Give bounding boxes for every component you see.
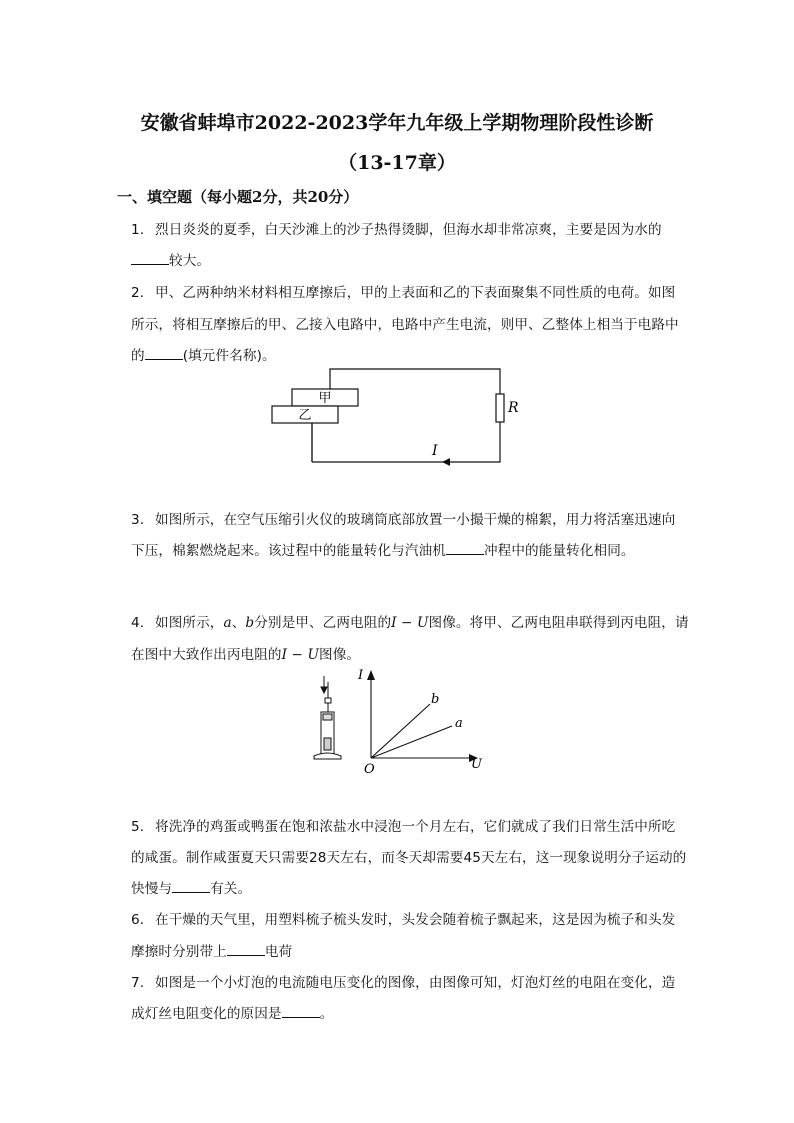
line-b-label: b	[431, 692, 440, 707]
q3-text-1: 如图所示，在空气压缩引火仪的玻璃筒底部放置一小撮干燥的棉絮，用力将活塞迅速向	[155, 512, 676, 528]
q7-answer-blank[interactable]	[282, 1005, 320, 1018]
y-axis-label: I	[358, 668, 364, 683]
q5-text-1: 将洗净的鸡蛋或鸭蛋在饱和浓盐水中浸泡一个月左右，它们就成了我们日常生活中所吃	[155, 819, 676, 835]
current-arrow	[442, 458, 450, 466]
q2-text-3a: 的	[131, 348, 145, 364]
q2-text-3b: (填元件名称)。	[182, 348, 276, 364]
q5-text-2: 的咸蛋。制作咸蛋夏天只需要28天左右，而冬天却需要45天左右，这一现象说明分子运动的	[131, 850, 687, 866]
q6-line1	[131, 908, 675, 928]
q6-answer-blank[interactable]	[227, 943, 265, 956]
circuit-diagram	[265, 362, 519, 468]
q2-number: 2.	[131, 285, 145, 301]
q1-number: 1.	[131, 222, 145, 238]
q4-iu-1: I − U	[391, 615, 429, 631]
q2-answer-blank[interactable]	[145, 347, 183, 360]
q7-text-1: 如图是一个小灯泡的电流随电压变化的图像，由图像可知，灯泡灯丝的电阻在变化，造	[155, 975, 676, 991]
q4-var-a: a	[223, 615, 232, 631]
q4-var-b: b	[245, 615, 255, 631]
line-b	[371, 704, 430, 758]
q5-text-3a: 快慢与	[131, 881, 173, 897]
q5-line1	[131, 815, 675, 835]
q6-number: 6.	[131, 912, 145, 928]
q5-answer-blank[interactable]	[172, 880, 210, 893]
q6-text-2b: 电荷	[264, 944, 293, 960]
q6-text-1: 在干燥的天气里，用塑料梳子梳头发时，头发会随着梳子飘起来，这是因为梳子和头发	[155, 912, 676, 928]
q5-line3	[131, 877, 251, 897]
q1-text-1: 烈日炎炎的夏季，白天沙滩上的沙子热得烫脚，但海水却非常凉爽，主要是因为水的	[155, 222, 662, 238]
q3-line1	[131, 508, 675, 528]
x-axis-label: U	[471, 757, 482, 772]
q3-text-2a: 下压，棉絮燃烧起来。该过程中的能量转化与汽油机	[131, 543, 446, 559]
q4-text-2b: 图像。	[319, 647, 361, 663]
q4-text-1c: 分别是甲、乙两电阻的	[254, 615, 392, 631]
q3-text-2b: 冲程中的能量转化相同。	[483, 543, 635, 559]
resistor-r	[496, 394, 504, 422]
origin-label: O	[364, 762, 375, 777]
q2-line1	[131, 281, 675, 301]
label-i: I	[432, 443, 438, 459]
q1-line1	[131, 218, 662, 238]
q5-text-3b: 有关。	[210, 881, 252, 897]
page-title: 安徽省蚌埠市2022-2023学年九年级上学期物理阶段性诊断	[140, 112, 654, 134]
q2-text-2: 所示，将相互摩擦后的甲、乙接入电路中，电路中产生电流，则甲、乙整体上相当于电路中	[131, 317, 679, 333]
q1-text-2: 较大。	[169, 253, 211, 269]
q4-text-2a: 在图中大致作出丙电阻的	[131, 647, 282, 663]
q7-text-2b: 。	[319, 1006, 334, 1022]
q4-iu-2: I − U	[281, 647, 319, 663]
q4-text-1b: 、	[231, 615, 246, 631]
q3-number: 3.	[131, 512, 145, 528]
label-r: R	[508, 400, 519, 416]
q4-number: 4.	[131, 615, 145, 631]
line-a	[371, 726, 452, 758]
page-subtitle: （13-17章）	[338, 152, 456, 174]
q6-line2	[131, 940, 292, 960]
q7-line1	[131, 971, 675, 991]
q3-line2	[131, 539, 635, 559]
q1-line2	[131, 249, 210, 269]
line-a-label: a	[455, 716, 463, 731]
circuit-wire-bottom	[312, 422, 500, 462]
q7-number: 7.	[131, 975, 145, 991]
q1-answer-blank[interactable]	[131, 252, 169, 265]
q2-text-1: 甲、乙两种纳米材料相互摩擦后，甲的上表面和乙的下表面聚集不同性质的电荷。如图	[155, 285, 676, 301]
iu-graph	[355, 664, 490, 776]
q2-line2	[131, 313, 679, 333]
q4-text-1d: 图像。将甲、乙两电阻串联得到丙电阻，请	[428, 615, 689, 631]
section-heading: 一、填空题（每小题2分，共20分）	[117, 188, 359, 206]
label-yi: 乙	[298, 408, 312, 423]
q7-line2	[131, 1002, 333, 1022]
q5-line2	[131, 846, 686, 866]
q4-line1	[131, 611, 689, 631]
q5-number: 5.	[131, 819, 145, 835]
q4-text-1a: 如图所示，	[155, 615, 224, 631]
label-jia: 甲	[318, 391, 332, 406]
air-compression-igniter-figure	[308, 672, 348, 764]
q4-line2	[131, 643, 360, 663]
q6-text-2a: 摩擦时分别带上	[131, 944, 227, 960]
y-arrow	[367, 670, 375, 680]
q7-text-2a: 成灯丝电阻变化的原因是	[131, 1006, 282, 1022]
q2-line3	[131, 344, 276, 364]
q3-answer-blank[interactable]	[446, 542, 484, 555]
